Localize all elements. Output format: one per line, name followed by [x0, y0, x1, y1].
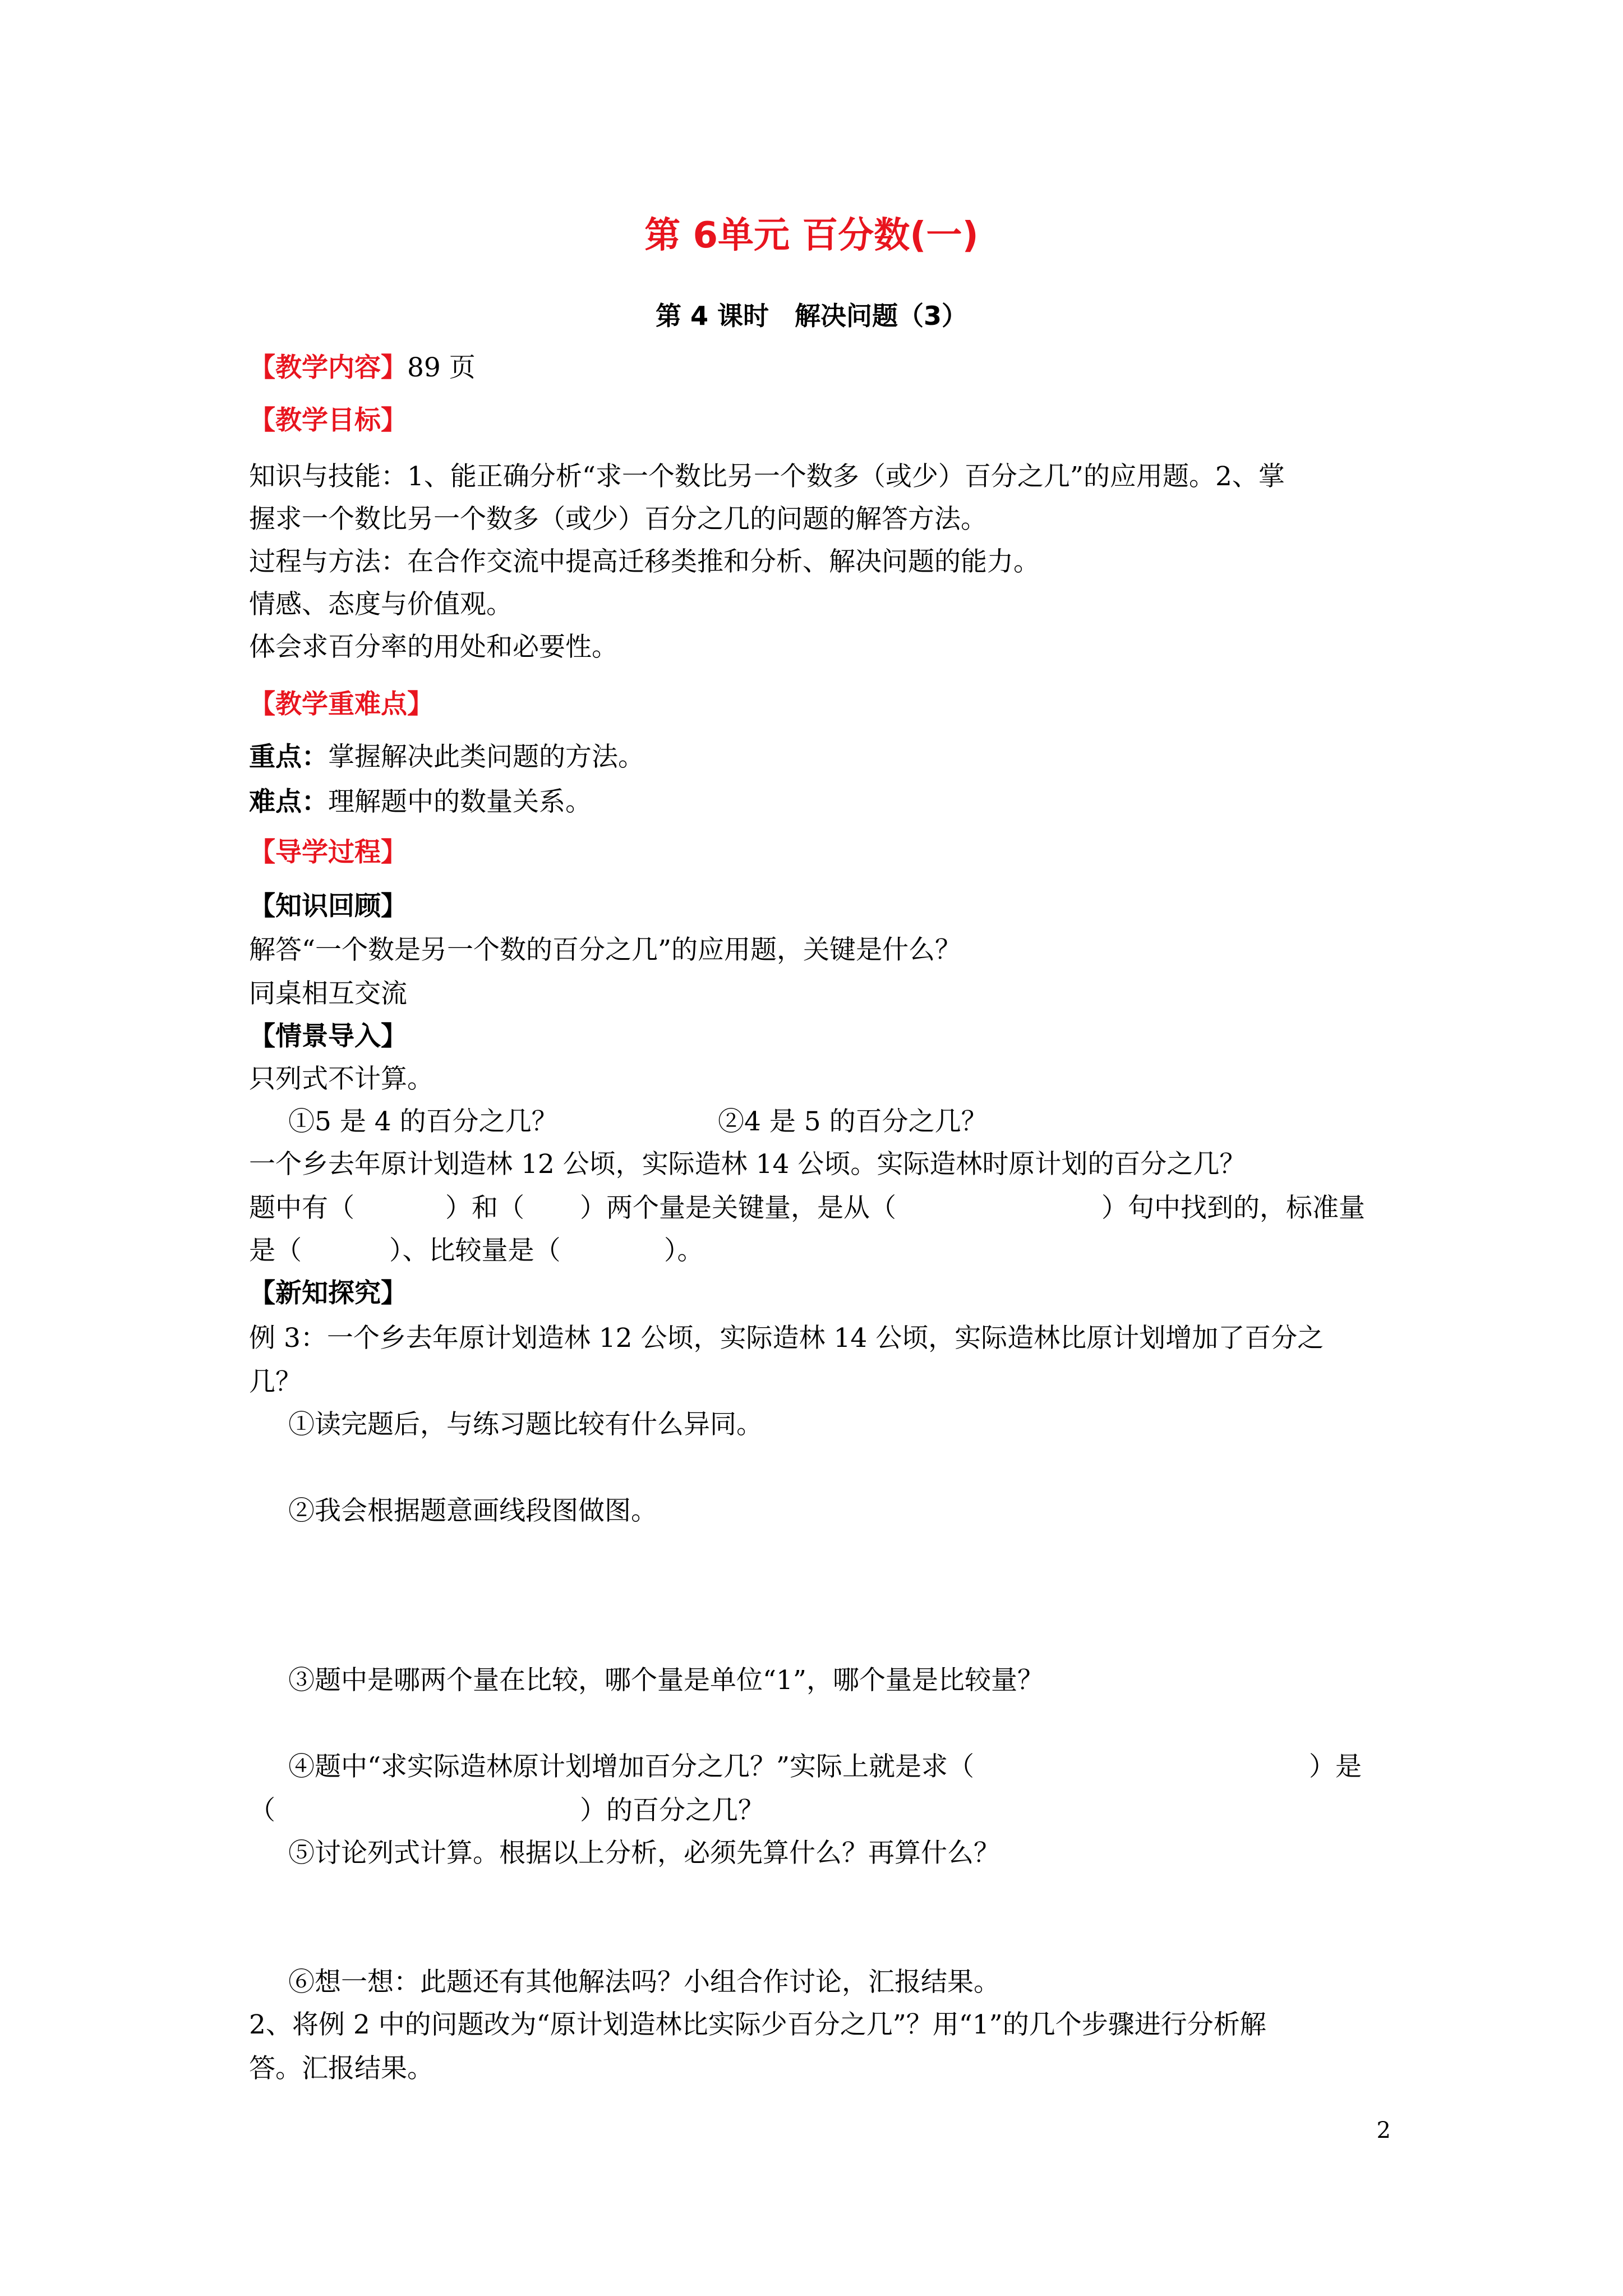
- key-point-row: [249, 736, 1393, 779]
- key-point-text: 掌握解决此类问题的方法。: [328, 742, 644, 772]
- teaching-content-value: 89 页: [407, 352, 476, 383]
- review-label: 【知识回顾】: [249, 891, 407, 922]
- teaching-goals-label: 【教学目标】: [249, 405, 407, 436]
- teaching-content-row: [249, 347, 1393, 389]
- goal-process: 过程与方法：在合作交流中提高迁移类推和分析、解决问题的能力。: [249, 546, 1040, 577]
- key-point-label: 重点：: [249, 742, 328, 772]
- example-line1: 例 3：一个乡去年原计划造林 12 公顷，实际造林 14 公顷，实际造林比原计划增加了百分之: [249, 1323, 1324, 1354]
- goal-knowledge-line1: 知识与技能：1、能正确分析“求一个数比另一个数多（或少）百分之几”的应用题。2、掌: [249, 461, 1285, 492]
- teaching-content-label: 【教学内容】: [249, 352, 407, 383]
- review-answer: 同桌相互交流: [249, 978, 407, 1009]
- step-4-c: （: [249, 1795, 275, 1826]
- guide-label: 【导学过程】: [249, 837, 407, 868]
- intro-fill1-d: ）句中找到的，标准量: [1101, 1193, 1365, 1223]
- intro-label: 【情景导入】: [249, 1021, 407, 1052]
- intro-fill2-a: 是（: [249, 1235, 302, 1266]
- step-2: ➁我会根据题意画线段图做图。: [288, 1496, 657, 1526]
- key-points-label: 【教学重难点】: [249, 689, 434, 720]
- intro-question-1: ➀5 是 4 的百分之几？: [288, 1106, 558, 1137]
- step-6: ➅想一想：此题还有其他解法吗？小组合作讨论，汇报结果。: [288, 1967, 1000, 1998]
- intro-question-2: ➁4 是 5 的百分之几？: [718, 1106, 988, 1137]
- lesson-subtitle: 第 4 课时 解决问题（3）: [655, 301, 968, 331]
- step-4-d: ）的百分之几？: [580, 1795, 764, 1826]
- intro-fill1-b: ）和（: [445, 1193, 524, 1223]
- review-question: 解答“一个数是另一个数的百分之几”的应用题，关键是什么？: [249, 935, 962, 965]
- intro-fill2-b: ）、比较量是（: [389, 1235, 561, 1266]
- step-1: ➀读完题后，与练习题比较有什么异同。: [288, 1409, 763, 1440]
- example-line2: 几？: [249, 1366, 302, 1397]
- difficult-point-label: 难点：: [249, 786, 328, 817]
- intro-fill1-c: ）两个量是关键量，是从（: [580, 1193, 896, 1223]
- intro-problem: 一个乡去年原计划造林 12 公顷，实际造林 14 公顷。实际造林时原计划的百分之几？: [249, 1149, 1246, 1180]
- task-2-line1: 2、将例 2 中的问题改为“原计划造林比实际少百分之几”？用“1”的几个步骤进行分析解: [249, 2009, 1266, 2040]
- goal-knowledge-line2: 握求一个数比另一个数多（或少）百分之几的问题的解答方法。: [249, 504, 987, 535]
- intro-fill1-a: 题中有（: [249, 1193, 354, 1223]
- intro-text: 只列式不计算。: [249, 1064, 434, 1094]
- page-number: 2: [1376, 2118, 1391, 2143]
- step-4-a: ➃题中“求实际造林原计划增加百分之几？”实际上就是求（: [288, 1751, 975, 1782]
- goal-emotion: 情感、态度与价值观。: [249, 589, 513, 620]
- difficult-point-text: 理解题中的数量关系。: [328, 786, 592, 817]
- step-3: ➂题中是哪两个量在比较，哪个量是单位“1”，哪个量是比较量？: [288, 1665, 1044, 1696]
- page-title: 第 6单元 百分数(一): [644, 215, 979, 256]
- new-knowledge-label: 【新知探究】: [249, 1278, 407, 1309]
- step-5: ➄讨论列式计算。根据以上分析，必须先算什么？再算什么？: [288, 1838, 1000, 1869]
- goal-emotion-detail: 体会求百分率的用处和必要性。: [249, 632, 618, 662]
- intro-fill2-c: ）。: [664, 1235, 704, 1266]
- step-4-b: ）是: [1309, 1751, 1362, 1782]
- difficult-point-row: [249, 781, 1393, 823]
- task-2-line2: 答。汇报结果。: [249, 2053, 434, 2084]
